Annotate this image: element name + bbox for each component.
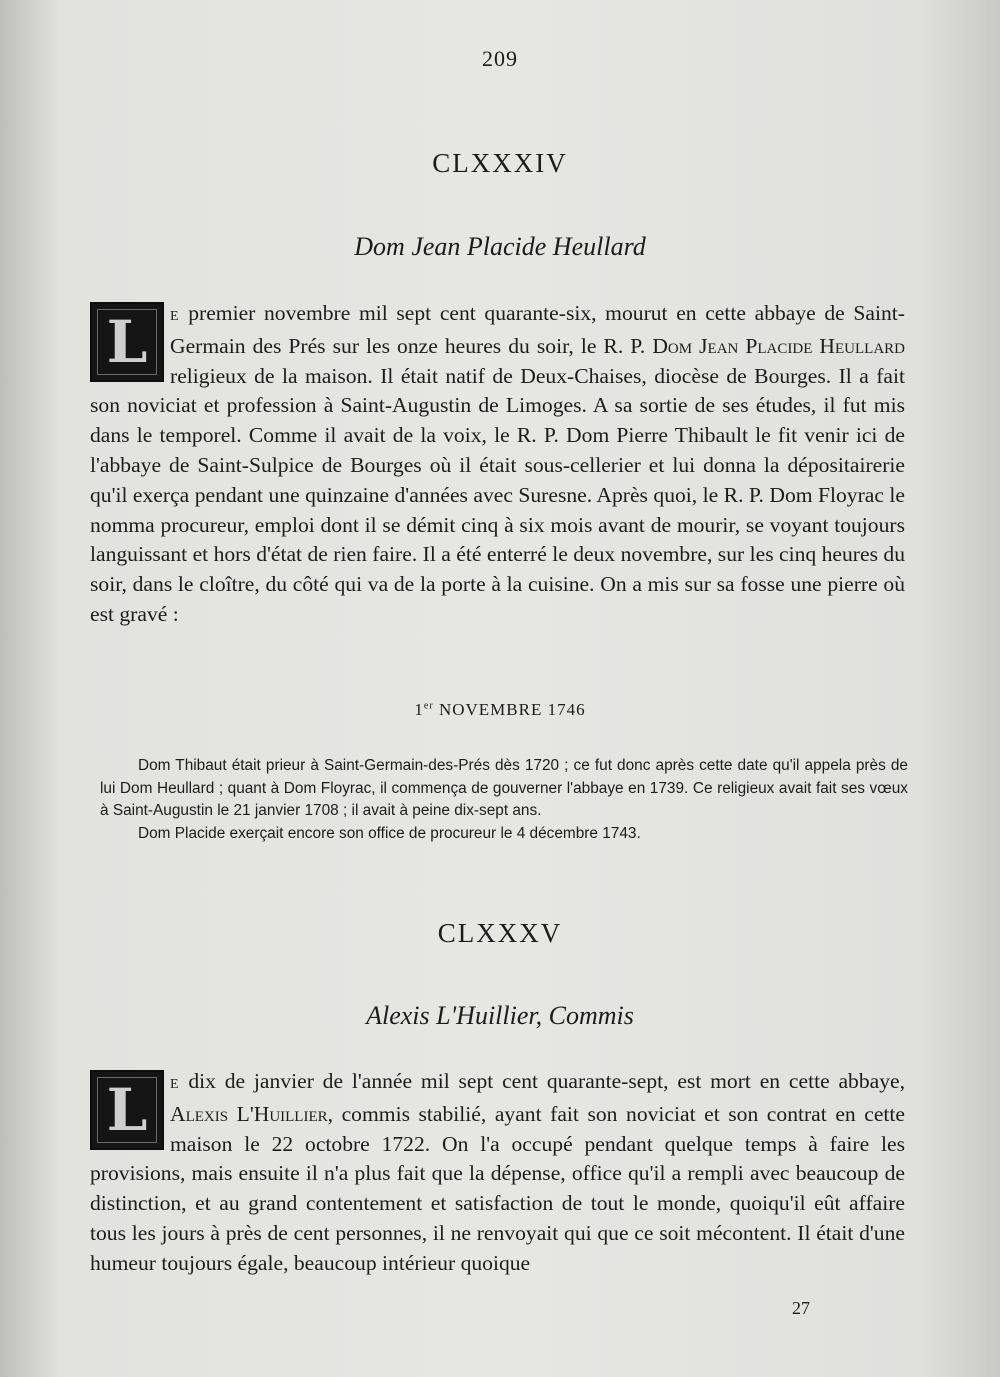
body-text-part: religieux de la maison. Il était natif de Deux-Chaises, diocèse de Bourges. Il a fait son noviciat et profession à Saint-Augustin de Limoges. A sa sortie de ses études, il fut mis dans le temporel. Comme il avait de la voix, le R. P. Dom Pierre Thibault le fit venir ici de l'abbaye de Saint-Sulpice de Bourges où il était sous-cellerier et lui donna la dépositairerie qu'il exerça pendant une quinzaine d'années avec Suresne. Après quoi, le R. P. Dom Floyrac le nomma procureur, emploi dont il se démit cinq à six mois avant de mourir, se voyant toujours languissant et hors d'état de rien faire. Il a été enterré le deux novembre, sur les cinq heures du soir, dans le cloître, du côté qui va de la porte à la cuisine. On a mis sur sa fosse une pierre où est gravé :: [90, 363, 905, 626]
dropcap-letter: L: [106, 308, 148, 376]
ornamental-dropcap: [90, 1070, 164, 1150]
body-text-part: premier novembre mil sept cent quarante-six, mourut en cette abbaye de Saint-Germain des Prés sur les onze heures du soir, le R. P.: [170, 301, 905, 358]
person-name: Alexis L'Huillier: [170, 1101, 328, 1126]
epitaph-line: [0, 700, 1000, 720]
section-title: Alexis L'Huillier, Commis: [366, 1001, 634, 1030]
dropcap-rest: E: [170, 1077, 180, 1092]
page-number: 209: [482, 46, 518, 71]
body-paragraph: [90, 299, 905, 630]
note-paragraph: Dom Placide exerçait encore son office de procureur le 4 décembre 1743.: [138, 824, 641, 842]
note-paragraph: Dom Thibaut était prieur à Saint-Germain-des-Prés dès 1720 ; ce fut donc après cette date qu'il appela près de lui Dom Heullard ; quant à Dom Floyrac, il commença de gouverner l'abbaye en 1739. Ce religieux avait fait ses vœux à Saint-Augustin le 21 janvier 1708 ; il avait à peine dix-sept ans.: [100, 757, 908, 819]
ornamental-dropcap: [90, 302, 164, 382]
body-paragraph: [90, 1067, 905, 1279]
dropcap-rest: E: [170, 309, 180, 324]
section-body: [90, 299, 905, 630]
dropcap-letter: L: [106, 1076, 148, 1144]
epitaph-ordinal: er: [423, 700, 434, 712]
section-number: CLXXXIV: [432, 148, 568, 178]
body-text-part: , commis stabilié, ayant fait son noviciat et son contrat en cette maison le 22 octobre 1722. On l'a occupé pendant quelque temps à faire les provisions, mais ensuite il n'a plus fait que la dépense, office qu'il a rempli avec beaucoup de distinction, et au grand contentement et satisfaction de tout le monde, quoiqu'il eût affaire tous les jours à près de cent personnes, il ne renvoyait qui que ce soit mécontent. Il était d'une humeur toujours égale, beaucoup intérieur quoique: [90, 1101, 905, 1275]
epitaph-day: 1: [414, 700, 424, 719]
footnote: [100, 755, 908, 845]
section-title: Dom Jean Placide Heullard: [354, 232, 646, 261]
section-body: [90, 1067, 905, 1279]
epitaph-date: NOVEMBRE 1746: [433, 700, 586, 719]
body-text-part: dix de janvier de l'année mil sept cent quarante-sept, est mort en cette abbaye,: [179, 1069, 905, 1093]
person-name: Dom Jean Placide Heullard: [652, 333, 906, 358]
signature-mark: 27: [792, 1298, 810, 1318]
section-number: CLXXXV: [437, 918, 563, 948]
